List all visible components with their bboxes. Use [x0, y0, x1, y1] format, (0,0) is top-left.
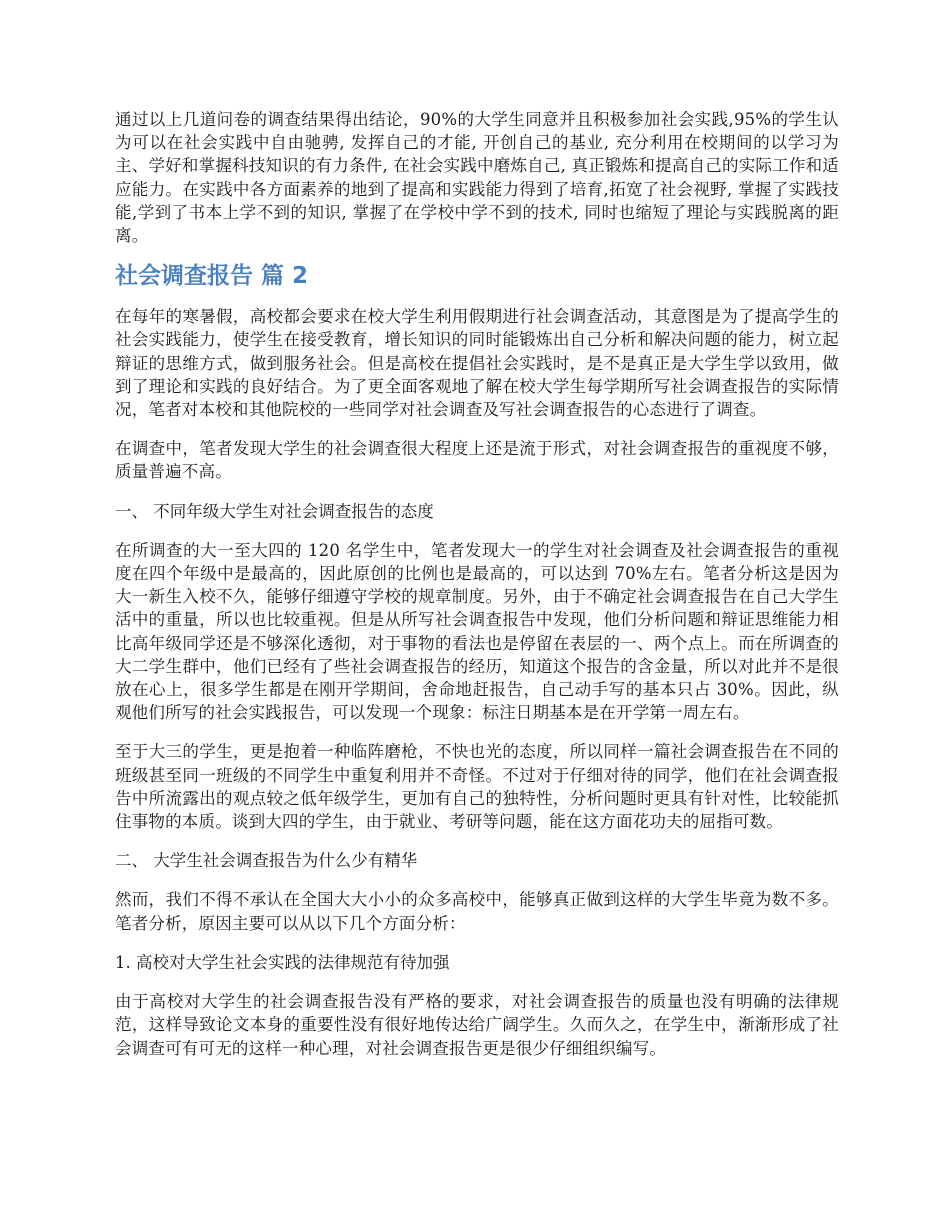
paragraph-3: 在所调查的大一至大四的 120 名学生中，笔者发现大一的学生对社会调查及社会调查报告的重视度在四个年级中是最高的，因此原创的比例也是最高的，可以达到 70%左右。笔者分析这是因为大一新生入校不久，能够仔细遵守学校的规章制度。另外，由于不确定社会调查报告在自己大学生活中的重量，所以也比较重视。但是从所写社会调查报告中发现，他们分析问题和辩证思维能力相比高年级同学还是不够深化透彻，对于事物的看法也是停留在表层的一、两个点上。而在所调查的大二学生群中，他们已经有了些社会调查报告的经历，知道这个报告的含金量，所以对此并不是很放在心上，很多学生都是在刚开学期间，舍命地赶报告，自己动手写的基本只占 30%。因此，纵观他们所写的社会实践报告，可以发现一个现象：标注日期基本是在开学第一周左右。	[115, 540, 839, 723]
subheading-3: 1. 高校对大学生社会实践的法律规范有待加强	[115, 952, 450, 972]
paragraph-2: 在调查中，笔者发现大学生的社会调查很大程度上还是流于形式，对社会调查报告的重视度不够，质量普遍不高。	[115, 439, 839, 482]
intro-paragraph: 通过以上几道问卷的调查结果得出结论，90%的大学生同意并且积极参加社会实践,95%的学生认为可以在社会实践中自由驰骋, 发挥自己的才能, 开创自己的基业, 充分利用在校期间的以学习为主、学好和掌握科技知识的有力条件, 在社会实践中磨炼自己, 真正锻炼和提高自己的实际工作和适应能力。在实践中各方面素养的地到了提高和实践能力得到了培育,拓宽了社会视野, 掌握了实践技能,学到了书本上学不到的知识, 掌握了在学校中学不到的技术, 同时也缩短了理论与实践脱离的距离。	[115, 110, 839, 246]
paragraph-1: 在每年的寒暑假，高校都会要求在校大学生利用假期进行社会调查活动，其意图是为了提高学生的社会实践能力，使学生在接受教育，增长知识的同时能锻炼出自己分析和解决问题的能力，树立起辩证的思维方式，做到服务社会。但是高校在提倡社会实践时，是不是真正是大学生学以致用，做到了理论和实践的良好结合。为了更全面客观地了解在校大学生每学期所写社会调查报告的实际情况，笔者对本校和其他院校的一些同学对社会调查及写社会调查报告的心态进行了调查。	[115, 307, 839, 420]
section-heading: 社会调查报告 篇 2	[115, 263, 309, 290]
paragraph-4: 至于大三的学生，更是抱着一种临阵磨枪，不快也光的态度，所以同样一篇社会调查报告在不同的班级甚至同一班级的不同学生中重复利用并不奇怪。不过对于仔细对待的同学，他们在社会调查报告中所流露出的观点较之低年级学生，更加有自己的独特性，分析问题时更具有针对性，比较能抓住事物的本质。谈到大四的学生，由于就业、考研等问题，能在这方面花功夫的屈指可数。	[115, 742, 839, 832]
paragraph-6: 由于高校对大学生的社会调查报告没有严格的要求，对社会调查报告的质量也没有明确的法律规范，这样导致论文本身的重要性没有很好地传达给广阔学生。久而久之，在学生中，渐渐形成了社会调查可有可无的这样一种心理，对社会调查报告更是很少仔细组织编写。	[115, 992, 839, 1058]
subheading-1: 一、 不同年级大学生对社会调查报告的态度	[115, 501, 434, 521]
paragraph-5: 然而，我们不得不承认在全国大大小小的众多高校中，能够真正做到这样的大学生毕竟为数不多。笔者分析，原因主要可以从以下几个方面分析：	[115, 890, 839, 933]
document-page	[115, 108, 839, 1076]
subheading-2: 二、 大学生社会调查报告为什么少有精华	[115, 851, 418, 871]
